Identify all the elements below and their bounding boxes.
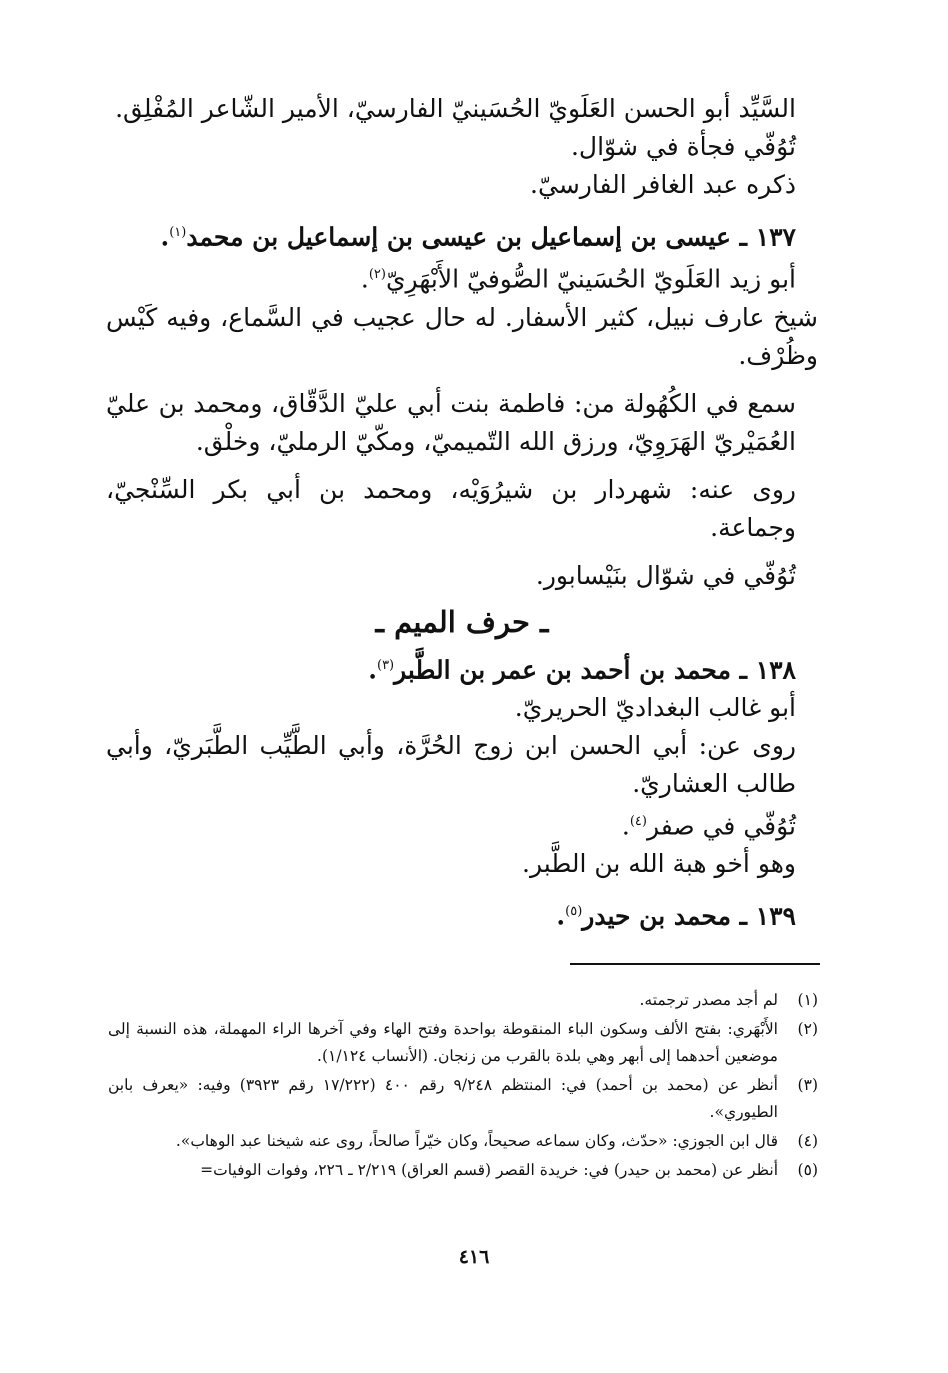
footnote-number: (٤) — [797, 1132, 818, 1150]
entry-137-narrated-by: روى عنه: شهردار بن شيرُوَيْه، ومحمد بن أبي بكر السِّنْجيّ، وجماعة. — [106, 474, 796, 542]
footnote-number: (٢) — [797, 1020, 818, 1038]
entry-137-period: . — [160, 222, 170, 252]
main-text — [106, 90, 818, 936]
footnote-text: أنظر عن (محمد بن حيدر) في: خريدة القصر (قسم العراق) ٢/٢١٩ ـ ٢٢٦، وفوات الوفيات= — [200, 1161, 778, 1179]
footnotes — [108, 987, 820, 1186]
entry-138-death — [106, 803, 818, 845]
footnote-ref-2: (٢) — [368, 267, 386, 283]
footnote — [108, 987, 820, 1014]
entry-137-name: أبو زيد العَلَويّ الحُسَينيّ الصُّوفيّ الأَبْهَرِيّ — [385, 264, 796, 294]
footnote-ref-1: (١) — [169, 225, 187, 240]
entry-138-death-period: . — [621, 811, 630, 841]
entry-137-name-period: . — [360, 264, 369, 294]
footnote — [108, 1072, 820, 1126]
footnote-number: (٥) — [797, 1161, 818, 1179]
entry-138-heading — [106, 647, 818, 689]
footnote-number: (١) — [797, 991, 818, 1009]
footnote — [108, 1128, 820, 1155]
footnote-ref-5: (٥) — [565, 904, 583, 920]
footnote — [108, 1016, 820, 1070]
line-sayyid: السَّيِّد أبو الحسن العَلَويّ الحُسَينيّ الفارسيّ، الأمير الشّاعر المُفْلِق. — [115, 94, 796, 123]
footnote-ref-3: (٣) — [376, 657, 395, 673]
entry-138-title: ١٣٨ ـ محمد بن أحمد بن عمر بن الطَّبر — [394, 654, 796, 684]
entry-138-brother: وهو أخو هبة الله بن الطَّبر. — [522, 849, 796, 879]
line-dhakarahu: ذكره عبد الغافر الفارسيّ. — [530, 170, 796, 199]
entry-137-nisba — [106, 256, 818, 298]
entry-138-death-text: تُوُفّي في صفر — [646, 811, 796, 841]
page-number: ٤١٦ — [458, 1246, 490, 1268]
footnote — [108, 1157, 820, 1184]
section-title: ـ حرف الميم ـ — [375, 604, 549, 639]
footnote-number: (٣) — [797, 1076, 818, 1094]
entry-137-heading — [106, 214, 818, 256]
entry-137-death: تُوُفّي في شوّال بنَيْسابور. — [535, 560, 796, 590]
line-death-shawwal: تُوُفّي فجأة في شوّال. — [570, 132, 796, 161]
entry-137-title: ١٣٧ ـ عيسى بن إسماعيل بن عيسى بن إسماعيل بن محمد — [186, 222, 796, 252]
footnote-text: قال ابن الجوزي: «حدّث، وكان سماعه صحيحاً، وكان خيّراً صالحاً، روى عنه شيخنا عبد الوهاب». — [175, 1132, 778, 1150]
footnote-text: لم أجد مصدر ترجمته. — [639, 991, 778, 1009]
entry-138-period: . — [368, 654, 377, 684]
entry-138-nisba: أبو غالب البغداديّ الحريريّ. — [514, 692, 796, 722]
footnote-text: أنظر عن (محمد بن أحمد) في: المنتظم ٩/٢٤٨ رقم ٤٠٠ (١٧/٢٢٢ رقم ٣٩٢٣) وفيه: «يعرف بابن الطيوري». — [108, 1076, 778, 1121]
footnote-text: الأَبْهَري: بفتح الألف وسكون الباء المنقوطة بواحدة وفتح الهاء وفي آخرها الراء المهملة، هذه النسبة إلى موضعين أحدهما إلى أبهر وهي بلدة بالقرب من زنجان. (الأنساب ١/١٢٤). — [108, 1020, 778, 1065]
entry-139-heading — [106, 893, 818, 935]
entry-139-title: ١٣٩ ـ محمد بن حيدر — [582, 901, 796, 931]
footnote-separator — [570, 963, 820, 965]
entry-139-period: . — [556, 901, 566, 931]
entry-137-heard-from: سمع في الكُهُولة من: فاطمة بنت أبي عليّ الدَّقّاق، ومحمد بن عليّ العُمَيْريّ الهَرَوِيّ، ورزق الله التّميميّ، ومكّيّ الرمليّ، وخلْق. — [106, 388, 796, 456]
entry-138-narrated-from: روى عن: أبي الحسن ابن زوج الحُرَّة، وأبي الطَّيِّب الطَّبَريّ، وأبي طالب العشاريّ. — [106, 730, 796, 798]
entry-137-description: شيخ عارف نبيل، كثير الأسفار. له حال عجيب في السَّماع، وفيه كَيْس وظُرْف. — [106, 302, 818, 370]
footnote-ref-4: (٤) — [629, 813, 647, 829]
